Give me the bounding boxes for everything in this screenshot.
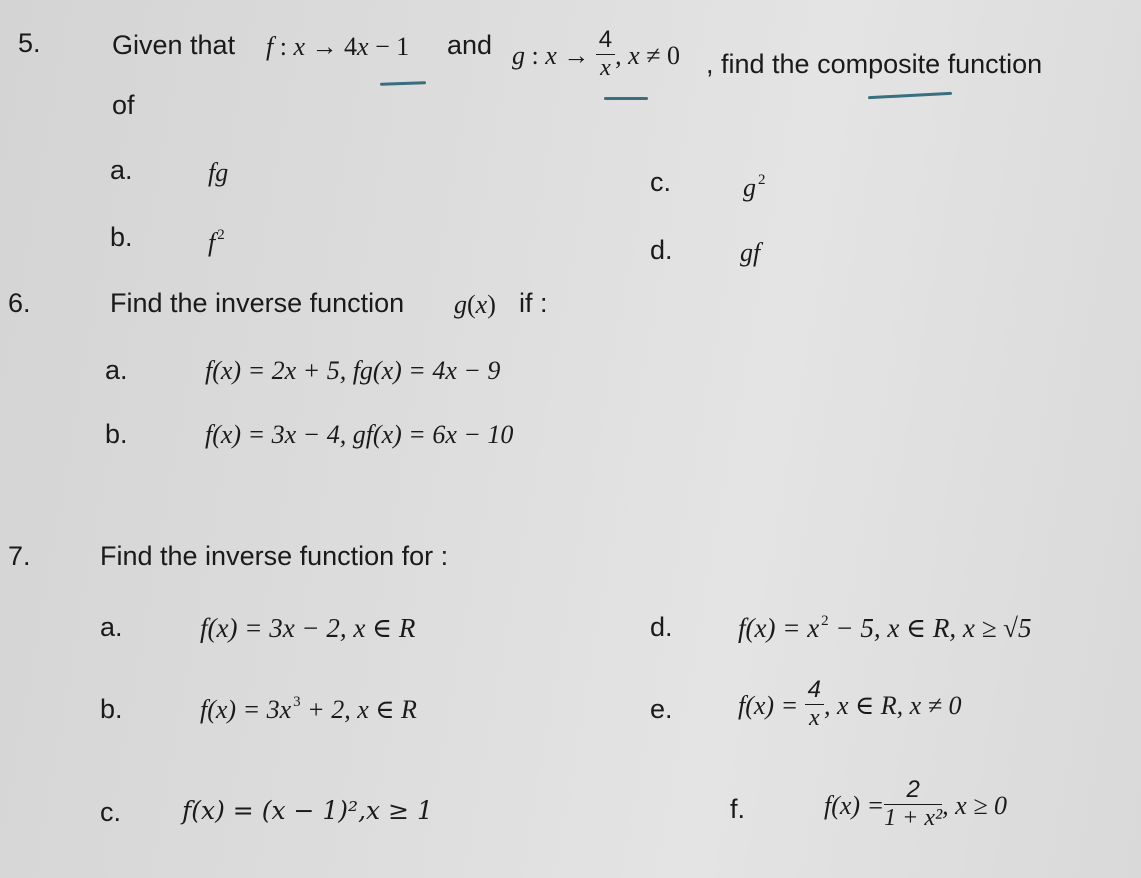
q7-d-exponent: 2 [821,613,829,629]
q5-c-label: c. [650,167,672,197]
q7-b-expr-post: + 2, x ∈ R [300,695,417,724]
q7-e-expr [738,676,962,736]
q6-text: Find the inverse function [110,288,405,318]
q7-d-label: d. [650,612,673,642]
q7-f-denominator: 1 + x² [884,804,943,831]
q7-d-expr-post: − 5, x ∈ R, x ≥ √5 [828,613,1032,643]
q7-e-expr-pre: f(x) = [738,691,799,721]
q7-e-denominator: x [808,704,820,731]
q7-a-expr: f(x) = 3x − 2, x ∈ R [200,613,416,643]
q7-f-numerator: 2 [884,776,942,805]
q7-c-label: c. [100,797,122,827]
q5-f-definition: f : x → 4x − 1 [266,32,410,61]
q7-c-expr: f(x) = (x − 1)²,x ≥ 1 [182,796,433,825]
q7-f-expr [824,776,1007,836]
q5-find-text: , find the composite function [706,49,1043,79]
q7-text: Find the inverse function for : [100,541,449,571]
q5-c-expr [743,172,766,202]
pen-underline [380,81,426,86]
q5-intro-text: Given that [112,30,236,60]
q6-b-label: b. [105,419,128,449]
q6-a-expr: f(x) = 2x + 5, fg(x) = 4x − 9 [205,356,501,385]
q7-e-expr-post: , x ∈ R, x ≠ 0 [823,691,962,721]
q7-f-expr-pre: f(x) = [824,791,885,821]
q7-b-expr [200,694,417,724]
q7-b-exponent: 3 [293,694,301,710]
q6-a-label: a. [105,355,128,385]
q7-f-expr-post: , x ≥ 0 [942,791,1007,821]
q5-a-label: a. [110,155,133,185]
q6-gx: g(x) [454,290,496,319]
q5-of-text: of [112,90,135,120]
q7-d-expr-pre: f(x) = x [738,613,820,643]
q5-and-text: and [447,30,493,60]
q7-f-label: f. [730,794,746,824]
q5-number: 5. [18,28,41,58]
q5-b-base: f [208,228,216,257]
q5-c-base: g [743,173,756,202]
q6-number: 6. [8,288,31,318]
q5-b-expr [208,227,225,257]
q7-number: 7. [8,541,31,571]
q7-e-label: e. [650,694,673,724]
q6-b-expr: f(x) = 3x − 4, gf(x) = 6x − 10 [205,420,514,449]
q5-g-definition: g : x → $\frac{4}{x}$ , x ≠ 0 [512,26,680,81]
q7-e-numerator: 4 [805,676,824,705]
q7-b-expr-pre: f(x) = 3x [200,695,292,724]
q5-c-exponent: 2 [758,172,766,188]
q5-b-exponent: 2 [217,227,225,243]
q5-b-label: b. [110,222,133,252]
q5-d-expr: gf [740,238,761,267]
pen-underline [604,97,648,100]
q6-text-after: if : [519,288,548,318]
pen-underline [868,92,952,99]
q5-d-label: d. [650,235,673,265]
q5-a-expr: fg [208,158,229,187]
q7-b-label: b. [100,694,123,724]
q7-d-expr [738,615,1031,642]
q7-a-label: a. [100,612,123,642]
